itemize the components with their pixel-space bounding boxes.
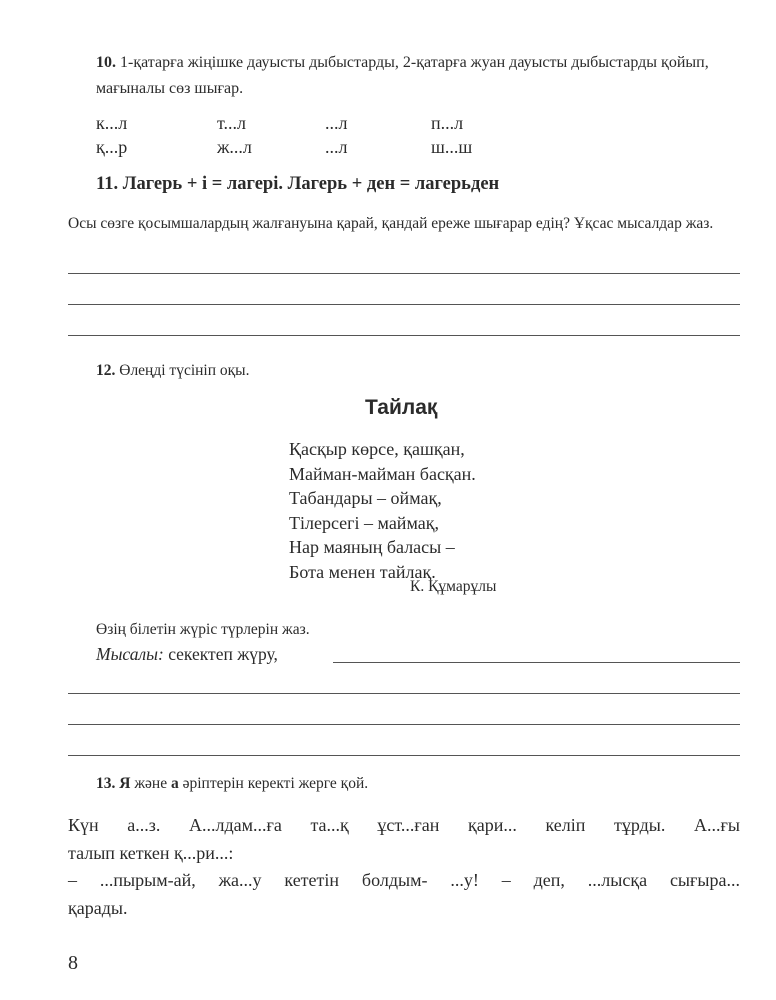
exercise-11-text: Осы сөзге қосымшалардың жалғануына қарай, қандай ереже шығарар едің? Ұқсас мысалдар жаз. — [68, 215, 714, 232]
answer-line[interactable] — [333, 662, 740, 663]
poem-line: Табандары – оймақ, — [289, 488, 442, 508]
exercise-10-number: 10. — [96, 54, 116, 71]
text-line: – ...пырым-ай, жа...у кететін болдым- ...у! – деп, ...лысқа сығыра... — [68, 870, 740, 890]
letter-grid-row1-col2: т...л — [217, 113, 246, 133]
exercise-11-heading: 11. Лагерь + і = лагері. Лагерь + ден = лагерьден — [96, 174, 500, 194]
example-line — [96, 644, 278, 665]
poem-line: Тілерсегі – маймақ, — [289, 512, 439, 533]
answer-line[interactable] — [68, 693, 740, 694]
example-text: секектеп жүру, — [168, 644, 278, 664]
text-line: қарады. — [68, 897, 128, 918]
exercise-12-heading — [96, 362, 249, 380]
exercise-12-task: Өзің білетін жүріс түрлерін жаз. — [96, 621, 310, 638]
example-label: Мысалы: — [96, 644, 164, 664]
poem-line: Нар маяның баласы – — [289, 537, 455, 557]
answer-line[interactable] — [68, 304, 740, 305]
answer-line[interactable] — [68, 755, 740, 756]
poem-line: Қасқыр көрсе, қашқан, — [289, 439, 465, 459]
letter-ya: Я — [119, 775, 131, 792]
exercise-13-heading — [96, 775, 368, 793]
exercise-10-instruction: 1-қатарға жіңішке дауысты дыбыстарды, 2-қатарға жуан дауысты дыбыстарды қойып, мағыналы сөз шығар. — [96, 54, 709, 97]
letter-grid-row1-col1: к...л — [96, 113, 128, 133]
answer-line[interactable] — [68, 724, 740, 725]
exercise-12-number: 12. — [96, 362, 116, 379]
letter-grid-row2-col4: ш...ш — [431, 137, 473, 157]
page-number: 8 — [68, 952, 78, 974]
exercise-13-instruction: әріптерін керекті жерге қой. — [182, 775, 369, 792]
exercise-13-number: 13. — [96, 775, 116, 792]
answer-line[interactable] — [68, 273, 740, 274]
poem-line: Бота менен тайлақ. — [289, 561, 436, 582]
text-line: талып кеткен қ...ри...: — [68, 842, 234, 863]
poem — [289, 437, 476, 584]
conjunction: және — [134, 775, 168, 792]
letter-grid-row2-col3: ...л — [325, 137, 348, 157]
answer-line[interactable] — [68, 335, 740, 336]
letter-grid-row1-col3: ...л — [325, 113, 348, 133]
exercise-12-instruction: Өлеңді түсініп оқы. — [119, 362, 250, 379]
letter-grid-row2-col2: ж...л — [217, 137, 252, 157]
letter-grid-row1-col4: п...л — [431, 113, 464, 133]
poem-line: Майман-майман басқан. — [289, 463, 476, 484]
text-line: Күн а...з. А...лдам...ға та...қ ұст...ған қари... келіп тұрды. А...ғы — [68, 815, 740, 835]
letter-grid-row2-col1: қ...р — [96, 137, 128, 157]
poem-author: К. Құмарұлы — [410, 578, 497, 595]
poem-title: Тайлақ — [365, 396, 438, 419]
letter-a: а — [170, 775, 179, 792]
exercise-13-text — [68, 812, 740, 922]
exercise-10-text — [96, 50, 746, 102]
